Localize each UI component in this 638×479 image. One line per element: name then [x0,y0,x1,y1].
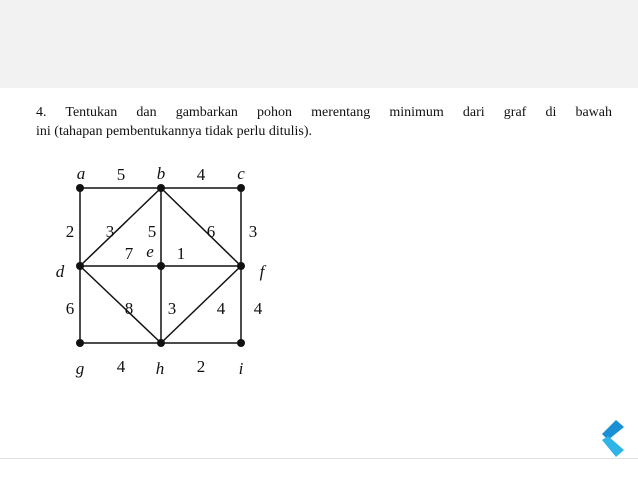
edge-weight-e-h: 3 [167,298,177,318]
edge-weight-b-d: 3 [105,221,115,241]
node-label-c: c [237,163,245,183]
node-h [157,339,165,347]
node-label-a: a [76,163,86,183]
logo-lower-stroke [602,436,624,457]
edge-weight-g-h: 4 [116,356,126,376]
node-g [76,339,84,347]
node-label-d: d [55,261,65,281]
edge-weight-h-i: 2 [196,356,206,376]
edge-weight-d-h: 8 [124,298,134,318]
edge-weight-d-e: 7 [124,243,134,263]
edge-weight-d-g: 6 [65,298,75,318]
logo-upper-stroke [602,420,624,440]
node-a [76,184,84,192]
edge-weight-c-f: 3 [248,221,258,241]
edge-weight-f-i: 4 [253,298,263,318]
node-f [237,262,245,270]
node-d [76,262,84,270]
edge-d-h [80,266,161,343]
question-line-2: ini (tahapan pembentukannya tidak perlu ditulis). [36,124,313,139]
node-label-i: i [238,358,244,378]
node-i [237,339,245,347]
node-label-g: g [75,358,85,378]
edge-weight-b-e: 5 [147,221,157,241]
edge-weight-a-d: 2 [65,221,75,241]
edge-b-f [161,188,241,266]
question-line-1: 4. Tentukan dan gambarkan pohon merentang minimum dari graf di bawah [36,105,612,120]
node-c [237,184,245,192]
edge-weight-f-h: 4 [216,298,226,318]
edge-weight-b-c: 4 [196,164,206,184]
node-label-h: h [155,358,165,378]
node-b [157,184,165,192]
node-e [157,262,165,270]
edge-weight-b-f: 6 [206,221,216,241]
node-label-e: e [146,241,154,261]
node-label-f: f [259,261,265,281]
edge-weight-e-f: 1 [176,243,186,263]
footer-divider [0,458,638,459]
edge-weight-a-b: 5 [116,164,126,184]
node-label-b: b [156,163,166,183]
brand-logo [592,418,628,458]
